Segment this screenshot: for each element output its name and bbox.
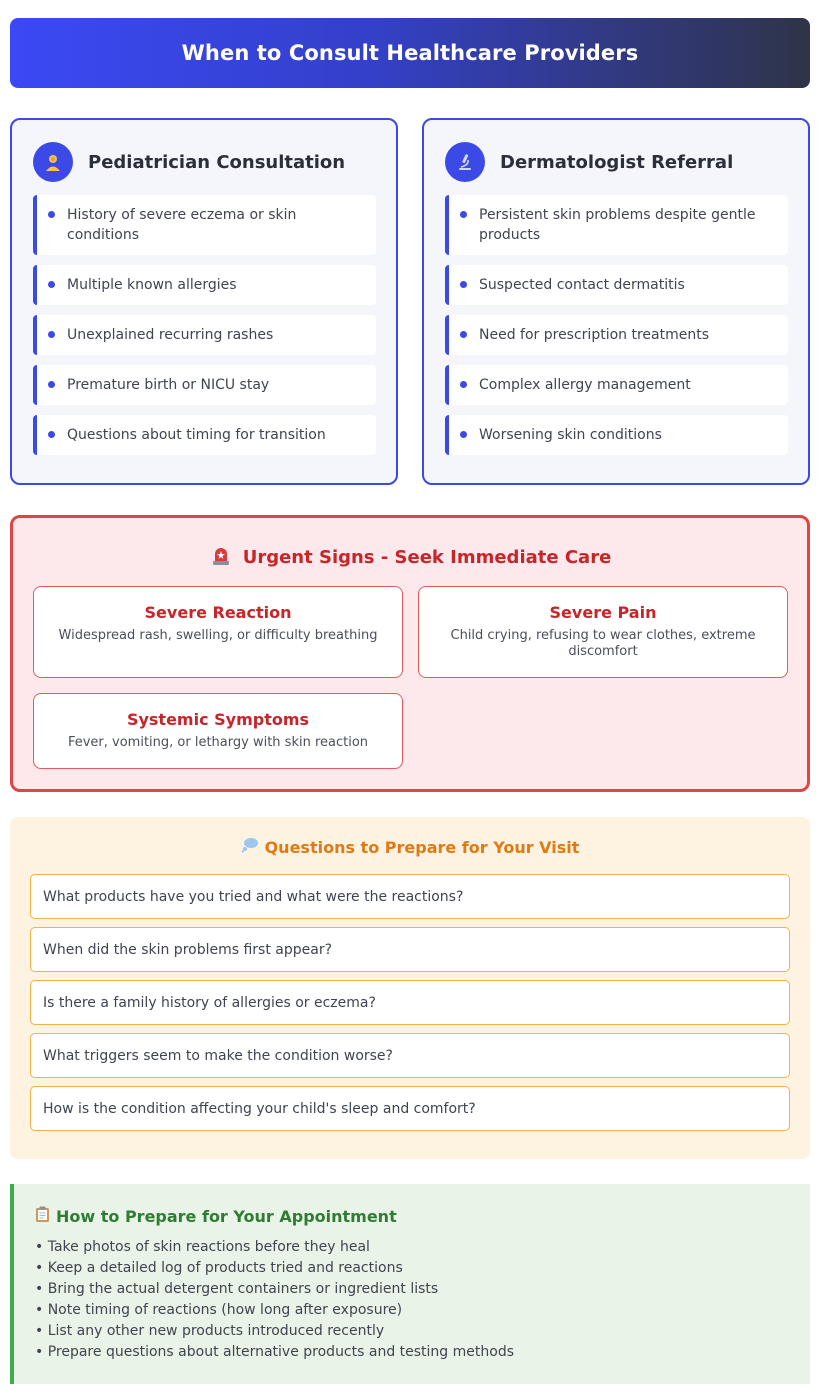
urgent-sign-text: Fever, vomiting, or lethargy with skin reaction [67,735,369,750]
dermatologist-card-header [445,142,733,182]
dermatologist-card [422,118,810,485]
siren-icon [209,542,233,572]
question-item: What products have you tried and what were the reactions? [30,874,790,919]
thought-bubble-icon [241,837,259,857]
prepare-list [35,1237,514,1363]
question-item: When did the skin problems first appear? [30,927,790,972]
prepare-section [10,1184,810,1384]
dermatologist-item: Persistent skin problems despite gentle products [445,195,788,255]
pediatrician-card-title: Pediatrician Consultation [88,151,346,173]
questions-header [10,837,810,857]
urgent-sign-card [418,586,788,678]
pediatrician-list [33,195,376,465]
pediatrician-item: Unexplained recurring rashes [33,315,376,355]
question-item: Is there a family history of allergies or eczema? [30,980,790,1025]
page-header [10,18,810,88]
pediatrician-item: History of severe eczema or skin conditions [33,195,376,255]
prepare-item: • Keep a detailed log of products tried and reactions [35,1260,403,1276]
pediatrician-item: Premature birth or NICU stay [33,365,376,405]
questions-title: Questions to Prepare for Your Visit [264,837,580,857]
urgent-sign-card [33,586,403,678]
urgent-signs-section [10,515,810,792]
prepare-item: • Prepare questions about alternative products and testing methods [35,1344,515,1360]
pediatrician-item: Multiple known allergies [33,265,376,305]
pediatrician-card-header [33,142,345,182]
questions-list [30,874,790,1139]
pediatrician-icon [33,142,73,182]
prepare-item: • List any other new products introduced recently [35,1323,385,1339]
dermatologist-item: Complex allergy management [445,365,788,405]
dermatologist-card-title: Dermatologist Referral [500,151,734,173]
question-item: What triggers seem to make the condition worse? [30,1033,790,1078]
prepare-item: • Take photos of skin reactions before they heal [35,1239,370,1255]
question-item: How is the condition affecting your child's sleep and comfort? [30,1086,790,1131]
dermatologist-list [445,195,788,465]
dermatologist-item: Worsening skin conditions [445,415,788,455]
clipboard-icon [35,1206,50,1227]
urgent-sign-card [33,693,403,769]
pediatrician-item: Questions about timing for transition [33,415,376,455]
urgent-sign-title: Systemic Symptoms [126,710,310,729]
urgent-sign-title: Severe Pain [549,603,657,622]
urgent-header [13,542,807,572]
urgent-title: Urgent Signs - Seek Immediate Care [242,546,612,568]
prepare-item: • Bring the actual detergent containers or ingredient lists [35,1281,439,1297]
prepare-header [35,1206,397,1227]
urgent-sign-text: Child crying, refusing to wear clothes, extreme discomfort [450,628,756,659]
microscope-icon [445,142,485,182]
urgent-sign-title: Severe Reaction [144,603,292,622]
page-title: When to Consult Healthcare Providers [181,41,639,65]
dermatologist-item: Suspected contact dermatitis [445,265,788,305]
prepare-title: How to Prepare for Your Appointment [56,1207,397,1226]
prepare-item: • Note timing of reactions (how long after exposure) [35,1302,403,1318]
pediatrician-card [10,118,398,485]
urgent-sign-text: Widespread rash, swelling, or difficulty breathing [58,628,378,643]
dermatologist-item: Need for prescription treatments [445,315,788,355]
questions-section [10,817,810,1159]
